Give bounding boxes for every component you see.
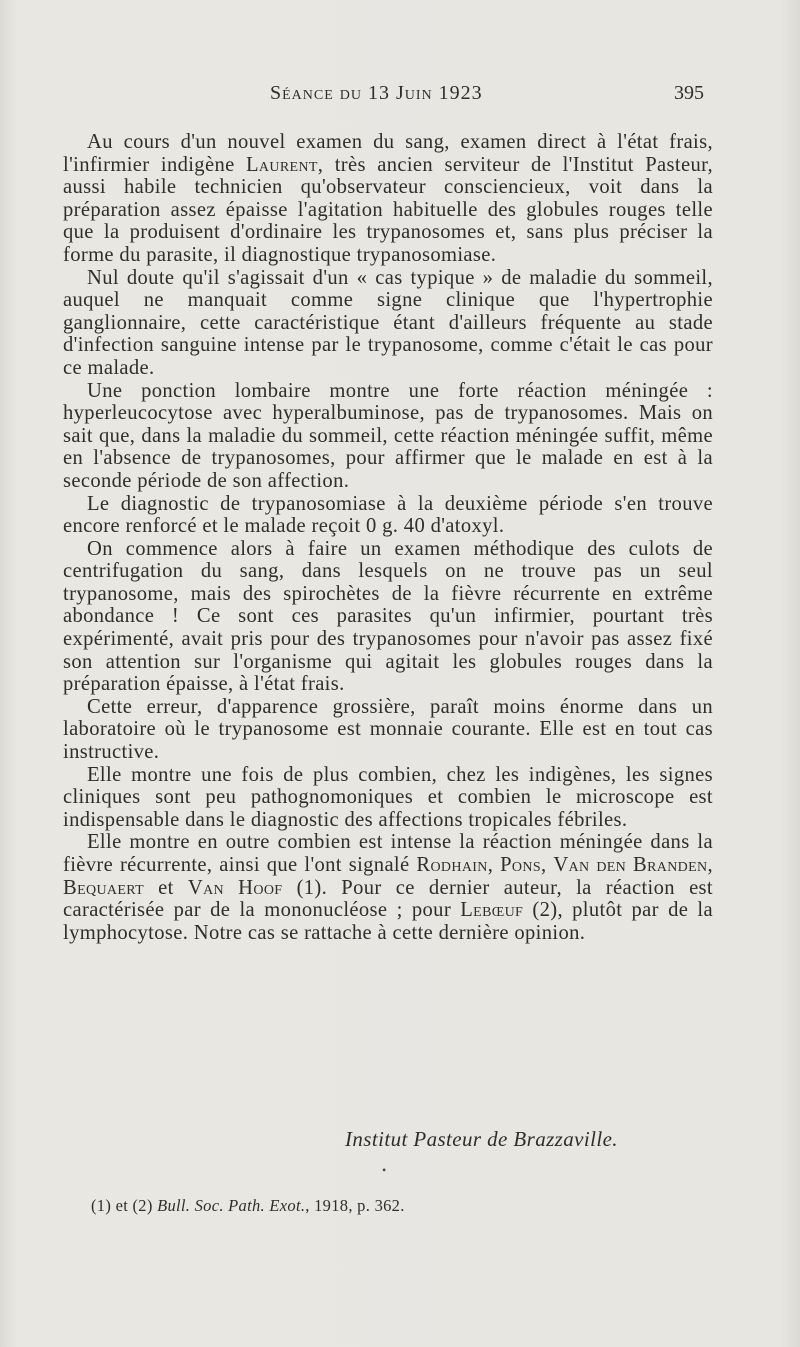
text-run: Au cours d'un nouvel examen du sang, examen direct à l'état frais, l'infirmier indigène bbox=[63, 131, 713, 176]
text-run: (2), plutôt par de la lymphocytose. Notre cas se rattache à cette dernière opinion. bbox=[63, 899, 713, 944]
article-body bbox=[63, 131, 713, 944]
author-name: Pons bbox=[500, 854, 541, 876]
footnote-journal: Bull. Soc. Path. Exot. bbox=[157, 1196, 306, 1215]
paragraph-6: Cette erreur, d'apparence grossière, paraît moins énorme dans un laboratoire où le trypanosome est monnaie courante. Elle est en tout cas instructive. bbox=[63, 695, 713, 764]
text-run: , bbox=[540, 854, 554, 876]
text-run: , bbox=[487, 854, 501, 876]
paragraph-3: Une ponction lombaire montre une forte réaction méningée : hyperleucocytose avec hyperalbuminose, pas de trypanosomes. Mais on sait que, dans la maladie du sommeil, cette réaction méningée suffit, même en l'absence de trypanosomes, pour affirmer que le malade en est à la seconde période de son affection. bbox=[63, 379, 713, 492]
paragraph-4: Le diagnostic de trypanosomiase à la deuxième période s'en trouve encore renforcé et le malade reçoit 0 g. 40 d'atoxyl. bbox=[63, 492, 713, 538]
footnote-citation: , 1918, p. 362. bbox=[305, 1196, 405, 1215]
paragraph-2: Nul doute qu'il s'agissait d'un « cas typique » de maladie du sommeil, auquel ne manquait comme signe clinique que l'hypertrophie ganglionnaire, cette caractéristique étant d'ailleurs fréquente au stade d'infection sanguine intense par le trypanosome, comme c'était le cas pour ce malade. bbox=[63, 266, 713, 379]
text-run: et bbox=[144, 876, 188, 899]
author-name: Van den Branden bbox=[553, 854, 708, 876]
author-name: Van Hoof bbox=[187, 876, 283, 899]
footnote-marker: (1) et (2) bbox=[91, 1196, 158, 1215]
text-run: , bbox=[707, 854, 714, 876]
bullet-ornament: • bbox=[382, 1163, 387, 1177]
page-number: 395 bbox=[674, 82, 704, 104]
text-run: (1). Pour ce dernier auteur, la réaction est caractérisée par de la mononucléose ; pour bbox=[63, 876, 713, 922]
paragraph-7: Elle montre une fois de plus combien, chez les indigènes, les signes cliniques sont peu pathognomoniques et combien le microscope est indispensable dans le diagnostic des affections tropicales fébriles. bbox=[63, 763, 713, 831]
footnote bbox=[91, 1196, 405, 1216]
paragraph-1 bbox=[63, 131, 713, 267]
page-header bbox=[0, 82, 800, 112]
author-name: Laurent bbox=[245, 153, 318, 176]
author-name: Bequaert bbox=[63, 876, 145, 899]
text-run: , très ancien serviteur de l'Institut Pasteur, aussi habile technicien qu'observateur consciencieux, voit dans la préparation assez épaisse l'agitation habituelle des globules rouges telle que la produisent d'ordinaire les trypanosomes et, sans plus préciser la forme du parasite, il diagnostique trypanosomiase. bbox=[63, 153, 714, 266]
text-run: Elle montre en outre combien est intense la réaction méningée dans la fièvre récurrente, ainsi que l'ont signalé bbox=[63, 831, 713, 876]
paragraph-5: On commence alors à faire un examen méthodique des culots de centrifugation du sang, dans lesquels on ne trouve pas un seul trypanosome, mais des spirochètes de la fièvre récurrente en extrême abondance ! Ce sont ces parasites qu'un infirmier, pourtant très expérimenté, avait pris pour des trypanosomes pour n'avoir pas assez fixé son attention sur l'organisme qui agitait les globules rouges dans la préparation épaisse, à l'état frais. bbox=[63, 537, 713, 696]
institution-signature: Institut Pasteur de Brazzaville. bbox=[345, 1127, 618, 1151]
running-title: Séance du 13 Juin 1923 bbox=[270, 82, 483, 104]
paragraph-8 bbox=[63, 831, 713, 944]
author-name: Lebœuf bbox=[460, 899, 524, 922]
author-name: Rodhain bbox=[416, 854, 488, 876]
